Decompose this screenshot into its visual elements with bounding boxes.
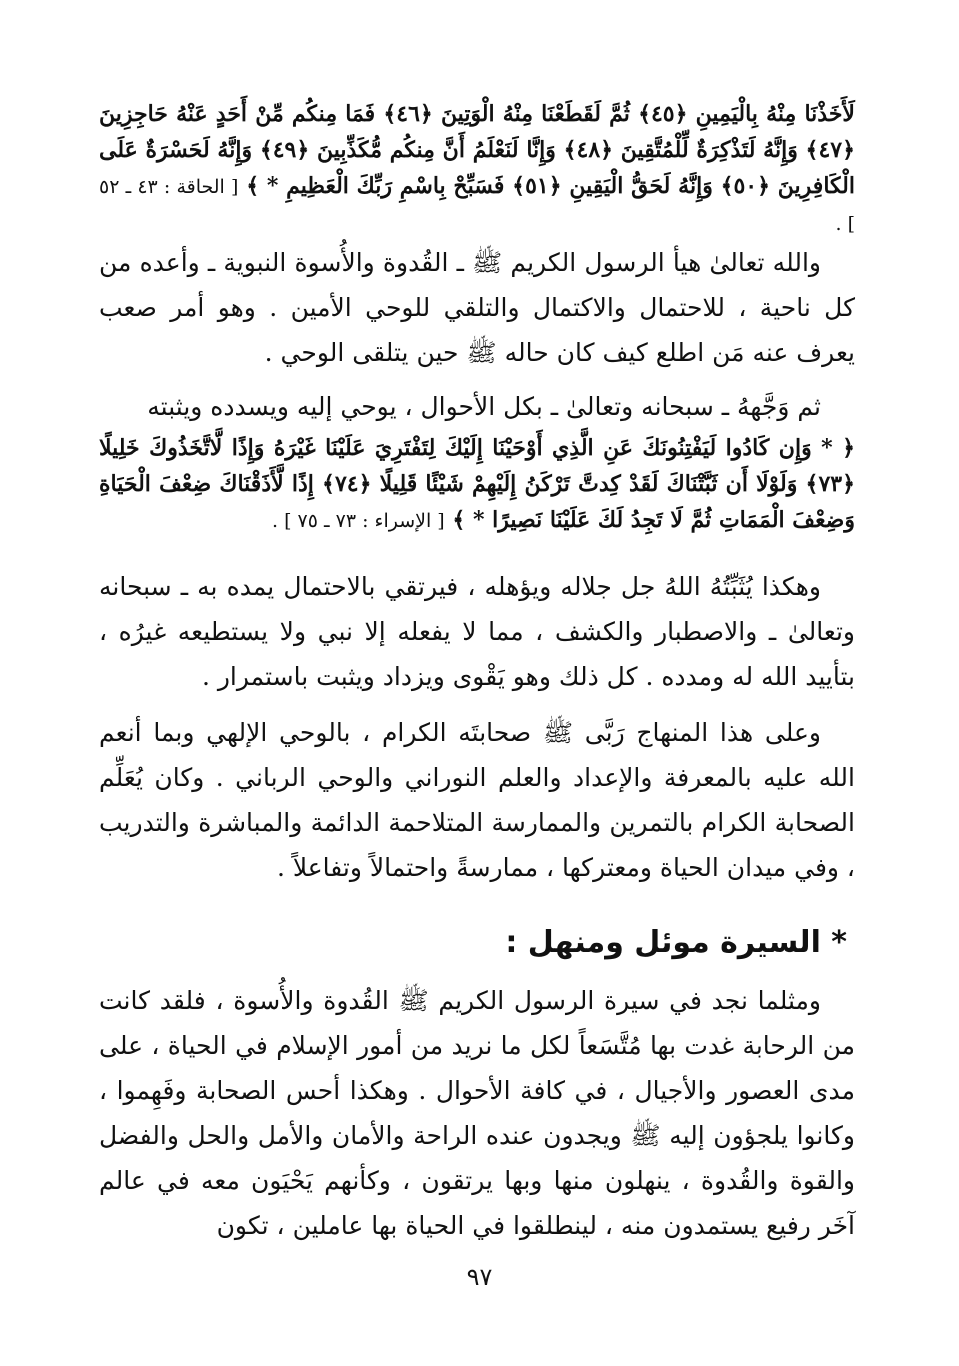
quran-verses-al-isra — [99, 430, 855, 539]
page-number: ٩٧ — [466, 1263, 493, 1291]
quran-text-block — [99, 430, 855, 539]
quran-reference: [ الحاقة : ٤٣ ـ ٥٢ ] . — [99, 176, 855, 235]
paragraph-text: ومثلما نجد في سيرة الرسول الكريم ﷺ القُدوة والأُسوة ، فلقد كانت من الرحابة غدت بها مُتَّسَعاً لكل ما نريد من أمور الإسلام في الحياة ، على مدى العصور والأجيال ، في كافة الأحوال . وهكذا أحس الصحابة وفَهِموا ، وكانوا يلجؤون إليه ﷺ ويجدون عنده الراحة والأمان والأمل والحل والفضل والقوة والقُدوة ، ينهلون منها وبها يرتقون ، وكأنهم يَحْيَون معه في عالم آخَر رفيع يستمدون منه ، لينطلقوا في الحياة بها عاملين ، تكون — [99, 986, 855, 1240]
quran-reference: [ الإسراء : ٧٣ ـ ٧٥ ] . — [272, 510, 445, 532]
paragraph-seerah-source — [99, 978, 855, 1248]
paragraph-companions-training — [99, 710, 855, 890]
paragraph-preparation — [99, 240, 855, 375]
quran-text-block — [99, 96, 855, 242]
paragraph-text: والله تعالىٰ هيأ الرسول الكريم ﷺ ـ القُدوة والأُسوة النبوية ـ وأعده من كل ناحية ، للاحتمال والاكتمال والتلقي للوحي الأمين . وهو أمر صعب يعرف عنه مَن اطلع كيف كان حاله ﷺ حين يتلقى الوحي . — [99, 248, 855, 367]
quran-verse-text: ﴿ * وَإِن كَادُوا لَيَفْتِنُونَكَ عَنِ الَّذِي أَوْحَيْنَا إِلَيْكَ لِتَفْتَرِيَ عَلَيْنَا غَيْرَهُ وَإِذًا لَّاتَّخَذُوكَ خَلِيلًا ﴿٧٣﴾ وَلَوْلَا أَن ثَبَّتْنَاكَ لَقَدْ كِدتَّ تَرْكَنُ إِلَيْهِمْ شَيْئًا قَلِيلًا ﴿٧٤﴾ إِذًا لَّأَذَقْنَاكَ ضِعْفَ الْحَيَاةِ وَضِعْفَ الْمَمَاتِ ثُمَّ لَا تَجِدُ لَكَ عَلَيْنَا نَصِيرًا * ﴾ — [99, 435, 855, 533]
paragraph-text: وهكذا يُثَبِّتُهُ اللهُ جل جلاله ويؤهله ، فيرتقي بالاحتمال يمده به ـ سبحانه وتعالىٰ ـ والاصطبار والكشف ، مما لا يفعله إلا نبي ولا يستطيعه غيرُه ، بتأييد الله له ومدده . كل ذلك وهو يَقْوى ويزداد ويثبت باستمرار . — [99, 572, 855, 691]
paragraph-guidance-intro — [99, 384, 855, 429]
paragraph-text: ثم وَجَّههُ ـ سبحانه وتعالىٰ ـ بكل الأحوال ، يوحي إليه ويسدده ويثبته — [147, 392, 821, 421]
section-heading: * السيرة موئل ومنهل : — [505, 925, 847, 960]
quran-verse-text: لَأَخَذْنَا مِنْهُ بِالْيَمِينِ ﴿٤٥﴾ ثُمَّ لَقَطَعْنَا مِنْهُ الْوَتِينَ ﴿٤٦﴾ فَمَا مِنكُم مِّنْ أَحَدٍ عَنْهُ حَاجِزِينَ ﴿٤٧﴾ وَإِنَّهُ لَتَذْكِرَةٌ لِّلْمُتَّقِينَ ﴿٤٨﴾ وَإِنَّا لَنَعْلَمُ أَنَّ مِنكُم مُّكَذِّبِينَ ﴿٤٩﴾ وَإِنَّهُ لَحَسْرَةٌ عَلَى الْكَافِرِينَ ﴿٥٠﴾ وَإِنَّهُ لَحَقُّ الْيَقِينِ ﴿٥١﴾ فَسَبِّحْ بِاسْمِ رَبِّكَ الْعَظِيمِ * ﴾ — [99, 101, 855, 199]
quran-verses-al-haqqah — [99, 96, 855, 242]
paragraph-steadfastness — [99, 564, 855, 699]
paragraph-text: وعلى هذا المنهاج رَبَّى ﷺ صحابتَه الكرام ، بالوحي الإلهي وبما أنعم الله عليه بالمعرفة والإعداد والعلم النوراني والوحي الرباني . وكان يُعَلِّم الصحابة الكرام بالتمرين والممارسة المتلاحمة الدائمة والمباشرة والتدريب ، وفي ميدان الحياة ومعتركها ، ممارسةً واحتمالاً وتفاعلاً . — [99, 718, 855, 882]
